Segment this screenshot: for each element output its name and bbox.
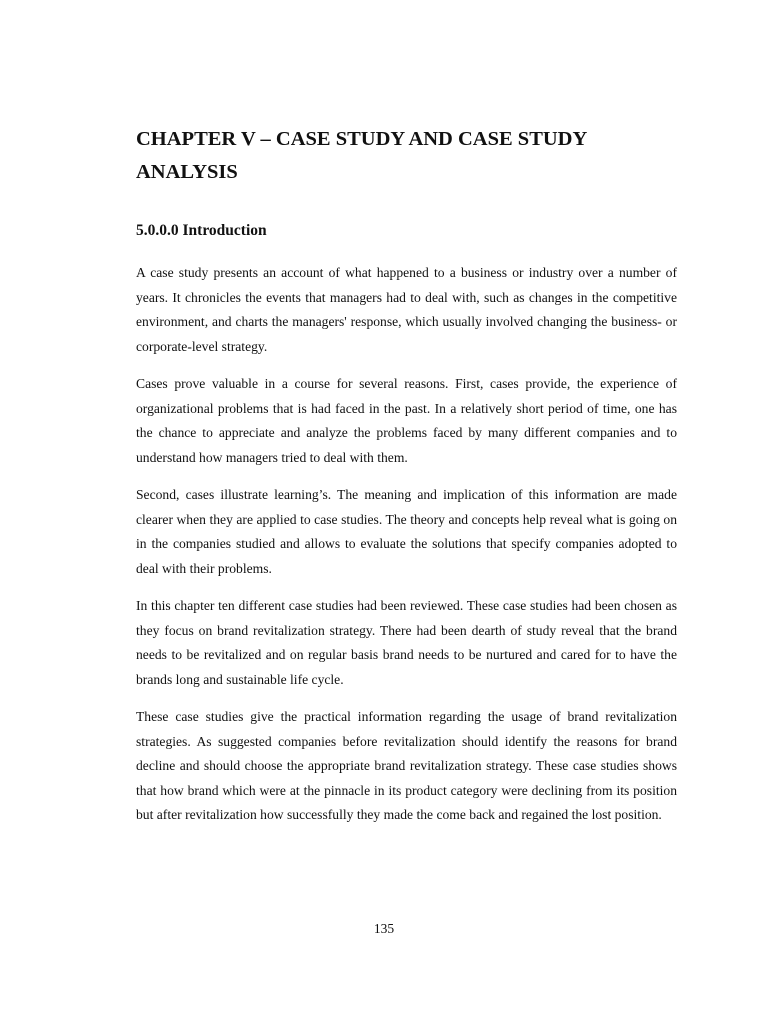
paragraph: A case study presents an account of what happened to a business or industry over a number of years. It chronicles the events that managers had to deal with, such as changes in the competitive environment, and charts the managers' response, which usually involved changing the business- or corporate-level strategy. [136, 265, 677, 354]
paragraph: Cases prove valuable in a course for several reasons. First, cases provide, the experience of organizational problems that is had faced in the past. In a relatively short period of time, one has the chance to appreciate and analyze the problems faced by many different companies and to understand how managers tried to deal with them. [136, 376, 677, 465]
section-heading: 5.0.0.0 Introduction [136, 222, 267, 239]
page-number: 135 [373, 921, 395, 936]
paragraph: In this chapter ten different case studies had been reviewed. These case studies had been chosen as they focus on brand revitalization strategy. There had been dearth of study reveal that the brand needs to be revitalized and on regular basis brand needs to be nurtured and cared for to have the brands long and sustainable life cycle. [136, 598, 677, 687]
paragraph: Second, cases illustrate learning’s. The meaning and implication of this information are made clearer when they are applied to case studies. The theory and concepts help reveal what is going on in the companies studied and allows to evaluate the solutions that specify companies adopted to deal with their problems. [136, 487, 677, 576]
paragraph: These case studies give the practical information regarding the usage of brand revitalization strategies. As suggested companies before revitalization should identify the reasons for brand decline and should choose the appropriate brand revitalization strategy. These case studies shows that how brand which were at the pinnacle in its product category were declining from its position but after revitalization how successfully they made the come back and regained the lost position. [136, 709, 677, 822]
body-text [136, 261, 677, 841]
chapter-title: CHAPTER V – CASE STUDY AND CASE STUDY ANALYSIS [136, 128, 587, 183]
